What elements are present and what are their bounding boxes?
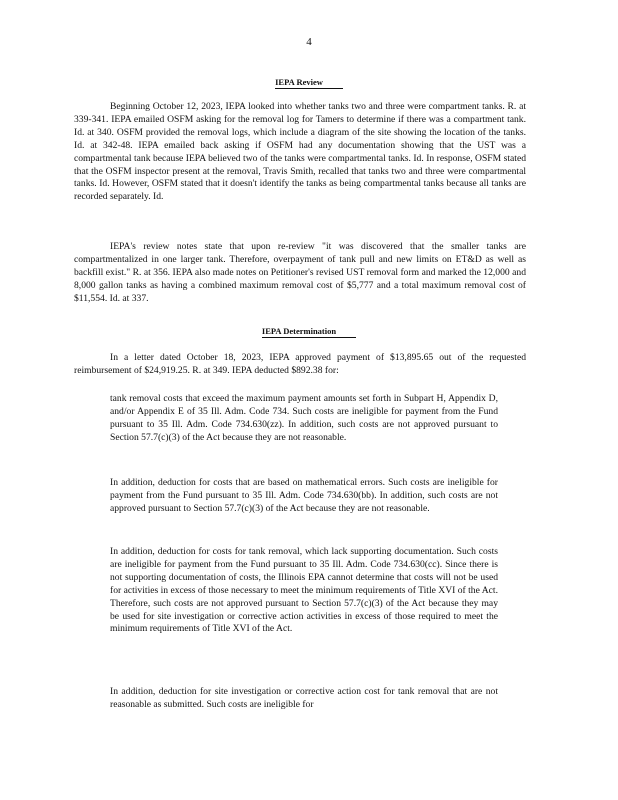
section-heading-review: IEPA Review: [0, 77, 618, 89]
block-quote-1: tank removal costs that exceed the maximum payment amounts set forth in Subpart H, Appendix D, and/or Appendix E of 35 Ill. Adm. Code 734. Such costs are ineligible for payment from the Fund pursuant to 35 Ill. Adm. Code 734.630(zz). In addition, such costs are not approved pursuant to Section 57.7(c)(3) of the Act because they are not reasonable.: [110, 393, 498, 443]
page-number: 4: [306, 36, 312, 48]
paragraph-review-2: IEPA's review notes state that upon re-review "it was discovered that the smaller tanks are compartmentalized in one larger tank. Therefore, overpayment of tank pull and new limits on ET&D as well as backfill exist." R. at 356. IEPA also made notes on Petitioner's revised UST removal form and marked the 12,000 and 8,000 gallon tanks as having a combined maximum removal cost of $5,777 and a total maximum removal cost of $11,554. Id. at 337.: [74, 241, 526, 304]
paragraph-determination-1: In a letter dated October 18, 2023, IEPA approved payment of $13,895.65 out of the requested reimbursement of $24,919.25. R. at 349. IEPA deducted $892.38 for:: [74, 352, 526, 376]
paragraph-review-1: Beginning October 12, 2023, IEPA looked into whether tanks two and three were compartment tanks. R. at 339-341. IEPA emailed OSFM asking for the removal log for Tamers to determine if there was a compartment tank. Id. at 340. OSFM provided the removal logs, which include a diagram of the site showing the location of the tanks. Id. at 342-48. IEPA emailed back asking if OSFM had any documentation showing that the UST was a compartmental tank because IEPA believed two of the tanks were compartmental tanks. Id. In response, OSFM stated that the OSFM inspector present at the removal, Travis Smith, recalled that tanks two and three were compartmental tanks. Id. However, OSFM stated that it doesn't identify the tanks as being compartmental tanks because all tanks are recorded separately. Id.: [74, 101, 526, 203]
block-quote-3: In addition, deduction for costs for tank removal, which lack supporting documentation. Such costs are ineligible for payment from the Fund pursuant to 35 Ill. Adm. Code 734.630(cc). Since there is not supporting documentation of costs, the Illinois EPA cannot determine that costs will not be used for activities in excess of those necessary to meet the minimum requirements of Title XVI of the Act. Therefore, such costs are not approved pursuant to Section 57.7(c)(3) of the Act because they may be used for site investigation or corrective action activities in excess of those required to meet the minimum requirements of Title XVI of the Act.: [110, 546, 498, 635]
section-heading-determination: IEPA Determination: [0, 326, 618, 338]
block-quote-2: In addition, deduction for costs that are based on mathematical errors. Such costs are ineligible for payment from the Fund pursuant to 35 Ill. Adm. Code 734.630(bb). In addition, such costs are not approved pursuant to Section 57.7(c)(3) of the Act because they are not reasonable.: [110, 477, 498, 514]
block-quote-4: In addition, deduction for site investigation or corrective action cost for tank removal that are not reasonable as submitted. Such costs are ineligible for: [110, 686, 498, 710]
